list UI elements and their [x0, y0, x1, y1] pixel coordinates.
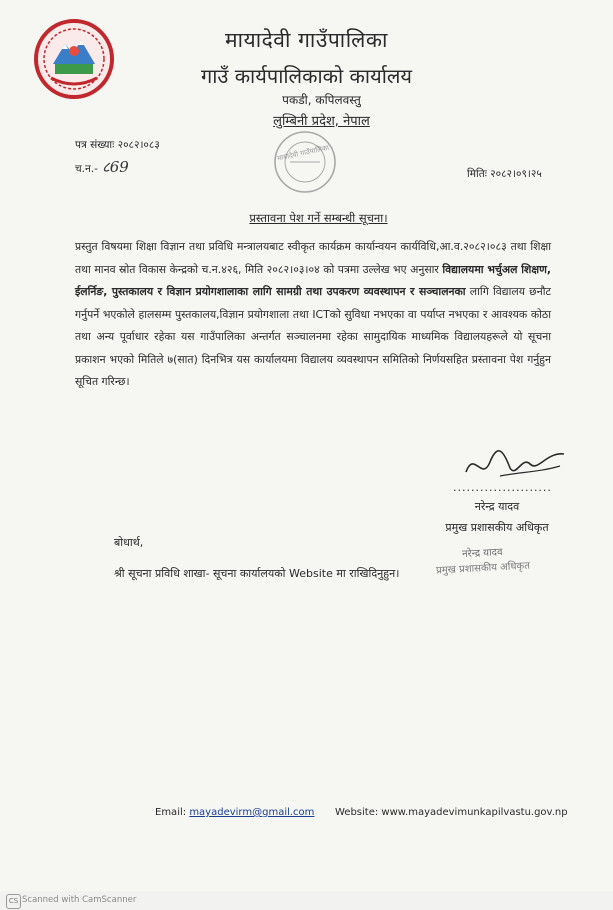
office-seal-icon — [268, 125, 343, 200]
dispatch-number-handwritten: ८69 — [101, 158, 129, 176]
municipality-name: मायादेवी गाउँपालिका — [225, 28, 388, 52]
website-link[interactable]: www.mayadevimunkapilvastu.gov.np — [381, 807, 568, 818]
signatory-name: नरेन्द्र यादव — [474, 500, 520, 513]
camscanner-icon: CS — [6, 894, 21, 909]
letter-number: पत्र संख्याः २०८२।०८३ — [75, 139, 160, 151]
footer-email — [155, 807, 314, 818]
scanner-text: Scanned with CamScanner — [22, 895, 137, 905]
seal-text: मायादेवी गाउँपालिका — [276, 143, 330, 163]
body-text-2: लागि विद्यालय छनौट गर्नुपर्ने भएकोले हालसम्म पुस्तकालय,विज्ञान प्रयोगशाला तथा ICTको सुविधा नभएका वा पर्याप्त नभएका र आवश्यक कोठा तथा अन्य पूर्वाधार रहेका यस गाउँपालिका अन्तर्गत सञ्चालनमा रहेका सामुदायिक माध्यमिक विद्यालयहरूले यो सूचना प्रकाशन भएको मितिले ७(सात) दिनभित्र यस कार्यालयमा विद्यालय व्यवस्थापन समितिको निर्णयसहित प्रस्तावना पेश गर्नुहुन सूचित गरिन्छ। — [75, 285, 551, 388]
signatory-title: प्रमुख प्रशासकीय अधिकृत — [445, 521, 549, 534]
notice-body — [75, 236, 551, 394]
office-name: गाउँ कार्यपालिकाको कार्यालय — [200, 64, 413, 88]
address-line-1: पकडी, कपिलवस्तु — [282, 93, 361, 107]
email-label: Email: — [155, 807, 187, 818]
notice-subject: प्रस्तावना पेश गर्ने सम्बन्धी सूचना। — [249, 211, 388, 225]
signature-line: ...................... — [453, 481, 552, 494]
dispatch-number — [75, 157, 129, 177]
body-text-bold: विद्यालयमा भर्चुअल शिक्षण, ईलर्निङ, पुस्तकालय र विज्ञान प्रयोगशालाका लागि सामग्री तथा उपकरण व्यवस्थापन र सञ्चालनका — [75, 262, 551, 298]
stamp-name: नरेन्द्र यादव — [461, 546, 503, 561]
cc-label: बोधार्थ, — [114, 536, 144, 549]
address-line-2: लुम्बिनी प्रदेश, नेपाल — [273, 114, 370, 129]
footer-website — [335, 807, 568, 818]
stamp-title: प्रमुख प्रशासकीय अधिकृत — [435, 560, 531, 577]
website-label: Website: — [335, 807, 379, 818]
cc-line: श्री सूचना प्रविधि शाखा- सूचना कार्यालयको Website मा राखिदिनुहुन। — [114, 567, 400, 580]
dispatch-label: च.न.- — [75, 163, 98, 175]
signatory-stamp — [436, 545, 576, 585]
email-link[interactable]: mayadevirm@gmail.com — [189, 807, 315, 818]
scanner-watermark — [0, 891, 613, 910]
body-text-1: प्रस्तुत विषयमा शिक्षा विज्ञान तथा प्रविधि मन्त्रालयबाट स्वीकृत कार्यक्रम कार्यान्वयन कार्यविधि,आ.व.२०८२।०८३ तथा शिक्षा तथा मानव स्रोत विकास केन्द्रको च.न.४२६, मिति २०८२।०३।०४ को पत्रमा उल्लेख भए अनुसार — [75, 240, 551, 276]
letter-date: मितिः २०८२।०९।२५ — [467, 168, 542, 180]
